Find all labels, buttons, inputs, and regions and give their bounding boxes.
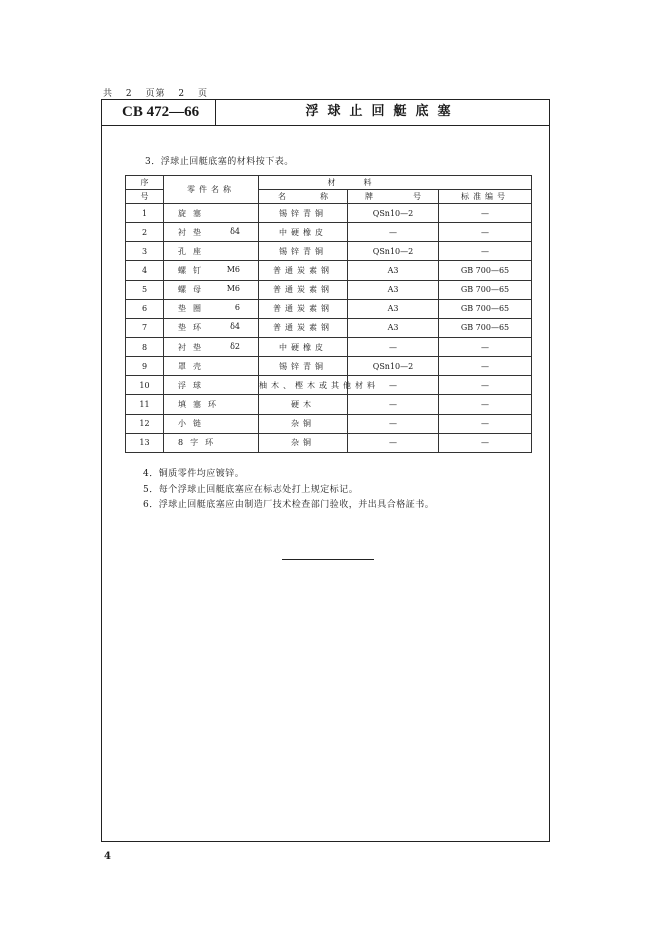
cell-part bbox=[164, 357, 259, 376]
cell-std bbox=[439, 204, 532, 223]
standard-number-value: — bbox=[481, 361, 489, 371]
cell-material-name bbox=[259, 395, 348, 414]
row-number: 2 bbox=[141, 227, 148, 237]
cell-no bbox=[126, 357, 164, 376]
cell-grade bbox=[348, 223, 439, 242]
standard-number-value: — bbox=[481, 227, 489, 237]
cell-material-name bbox=[259, 414, 348, 433]
material-name: 杂铜 bbox=[291, 438, 315, 448]
standard-number-value: GB 700—65 bbox=[460, 304, 510, 314]
note-6: 6．浮球止回艇底塞应由制造厂技术检查部门验收，并出具合格証书。 bbox=[143, 500, 435, 510]
part-name: 螺母 bbox=[178, 285, 208, 295]
table-row bbox=[126, 376, 532, 395]
part-spec: δ4 bbox=[230, 226, 240, 236]
part-name: 8字环 bbox=[178, 438, 221, 448]
standard-number-value: GB 700—65 bbox=[460, 323, 510, 333]
part-name: 衬垫 bbox=[178, 227, 208, 237]
cell-std bbox=[439, 376, 532, 395]
cell-std bbox=[439, 357, 532, 376]
header-name-left: 名 bbox=[278, 192, 286, 201]
end-rule bbox=[282, 559, 374, 560]
part-name: 浮球 bbox=[178, 380, 208, 390]
header-material-left: 材 bbox=[259, 176, 348, 190]
material-grade: — bbox=[389, 419, 397, 429]
part-name: 垫圈 bbox=[178, 304, 208, 314]
header-material-right: 料 bbox=[348, 176, 532, 190]
cell-material-name bbox=[259, 261, 348, 280]
standard-number-value: GB 700—65 bbox=[460, 285, 510, 295]
note-4: 4．铜质零件均应镀锌。 bbox=[143, 469, 245, 479]
standard-number-value: — bbox=[481, 399, 489, 409]
cell-no bbox=[126, 376, 164, 395]
table-row bbox=[126, 299, 532, 318]
material-name: 硬木 bbox=[291, 399, 315, 409]
material-name: 中硬橡皮 bbox=[279, 342, 327, 352]
part-name: 垫环 bbox=[178, 323, 208, 333]
cell-part bbox=[164, 376, 259, 395]
cell-no bbox=[126, 337, 164, 356]
page-label: 页第 bbox=[145, 89, 166, 99]
material-grade: — bbox=[389, 380, 397, 390]
cell-part bbox=[164, 395, 259, 414]
cell-std bbox=[439, 337, 532, 356]
page-info bbox=[103, 86, 217, 99]
material-grade: — bbox=[389, 227, 397, 237]
part-name: 孔座 bbox=[178, 246, 208, 256]
standard-number-value: GB 700—65 bbox=[460, 265, 510, 275]
cell-grade bbox=[348, 337, 439, 356]
cell-part bbox=[164, 204, 259, 223]
cell-material-name bbox=[259, 337, 348, 356]
page-suffix: 页 bbox=[198, 89, 209, 99]
part-name: 螺钉 bbox=[178, 265, 208, 275]
material-name: 普通炭素钢 bbox=[273, 304, 333, 314]
material-grade: QSn10—2 bbox=[372, 246, 414, 256]
cell-part bbox=[164, 242, 259, 261]
cell-part bbox=[164, 261, 259, 280]
cell-part bbox=[164, 414, 259, 433]
cell-grade bbox=[348, 318, 439, 337]
table-row bbox=[126, 414, 532, 433]
cell-grade bbox=[348, 299, 439, 318]
cell-grade bbox=[348, 204, 439, 223]
cell-part bbox=[164, 299, 259, 318]
row-number: 4 bbox=[141, 265, 148, 275]
cell-material-name bbox=[259, 204, 348, 223]
cell-no bbox=[126, 433, 164, 452]
table-row bbox=[126, 223, 532, 242]
cell-no bbox=[126, 242, 164, 261]
standard-title: 浮球止回艇底塞 bbox=[305, 104, 460, 119]
cell-std bbox=[439, 242, 532, 261]
cell-grade bbox=[348, 242, 439, 261]
row-number: 6 bbox=[141, 304, 148, 314]
material-name: 杂铜 bbox=[291, 419, 315, 429]
cell-std bbox=[439, 318, 532, 337]
table-row bbox=[126, 204, 532, 223]
material-grade: A3 bbox=[387, 265, 399, 275]
cell-grade bbox=[348, 261, 439, 280]
table-row bbox=[126, 433, 532, 452]
part-spec: 6 bbox=[234, 303, 240, 313]
header-grade-right: 号 bbox=[413, 192, 421, 201]
cell-no bbox=[126, 280, 164, 299]
cell-std bbox=[439, 414, 532, 433]
header-name-right: 称 bbox=[320, 192, 328, 201]
cell-grade bbox=[348, 395, 439, 414]
cell-std bbox=[439, 261, 532, 280]
row-number: 9 bbox=[141, 361, 148, 371]
cell-part bbox=[164, 433, 259, 452]
table-row bbox=[126, 357, 532, 376]
row-number: 7 bbox=[141, 323, 148, 333]
table-row bbox=[126, 337, 532, 356]
table-row bbox=[126, 261, 532, 280]
cell-grade bbox=[348, 357, 439, 376]
part-spec: δ2 bbox=[230, 341, 240, 351]
material-name: 柚木、樫木或其他材料 bbox=[259, 380, 379, 390]
table-row bbox=[126, 242, 532, 261]
cell-material-name bbox=[259, 376, 379, 395]
standard-number-value: — bbox=[481, 246, 489, 256]
cell-part bbox=[164, 337, 259, 356]
material-name: 锡锌青铜 bbox=[279, 361, 327, 371]
material-name: 普通炭素钢 bbox=[273, 285, 333, 295]
standard-number: CB 472—66 bbox=[102, 100, 216, 125]
cell-std bbox=[439, 299, 532, 318]
intro-text: 3．浮球止回艇底塞的材料按下表。 bbox=[145, 157, 294, 167]
part-name: 罩壳 bbox=[178, 361, 208, 371]
part-name: 旋塞 bbox=[178, 208, 208, 218]
header-grade bbox=[348, 190, 439, 204]
row-number: 8 bbox=[141, 342, 148, 352]
standard-number-value: — bbox=[481, 419, 489, 429]
row-number: 3 bbox=[141, 246, 148, 256]
material-name: 普通炭素钢 bbox=[273, 323, 333, 333]
material-name: 锡锌青铜 bbox=[279, 208, 327, 218]
material-grade: — bbox=[389, 438, 397, 448]
cell-no bbox=[126, 299, 164, 318]
cell-no bbox=[126, 414, 164, 433]
row-number: 10 bbox=[139, 380, 150, 390]
material-grade: — bbox=[389, 342, 397, 352]
row-number: 12 bbox=[139, 419, 150, 429]
row-number: 5 bbox=[141, 285, 148, 295]
total-pages: 2 bbox=[125, 89, 133, 99]
materials-table bbox=[125, 175, 532, 453]
row-number: 11 bbox=[139, 399, 150, 409]
cell-grade bbox=[348, 433, 439, 452]
table-row bbox=[126, 280, 532, 299]
cell-grade bbox=[348, 414, 439, 433]
header-part-name: 零件名称 bbox=[164, 176, 259, 204]
material-grade: A3 bbox=[387, 285, 399, 295]
cell-part bbox=[164, 318, 259, 337]
material-name: 普通炭素钢 bbox=[273, 265, 333, 275]
standard-number-value: — bbox=[481, 208, 489, 218]
header-seq-top: 序 bbox=[126, 176, 164, 190]
cell-material-name bbox=[259, 318, 348, 337]
material-grade: A3 bbox=[387, 323, 399, 333]
table-row bbox=[126, 395, 532, 414]
cell-material-name bbox=[259, 242, 348, 261]
cell-std bbox=[439, 223, 532, 242]
table-row bbox=[126, 318, 532, 337]
cell-part bbox=[164, 223, 259, 242]
cell-material-name bbox=[259, 280, 348, 299]
total-label: 共 bbox=[103, 89, 114, 99]
header-std-no: 标准编号 bbox=[439, 190, 532, 204]
note-5: 5．每个浮球止回艇底塞应在标志处打上规定标记。 bbox=[143, 485, 359, 495]
cell-material-name bbox=[259, 357, 348, 376]
cell-std bbox=[439, 433, 532, 452]
cell-no bbox=[126, 261, 164, 280]
cell-grade bbox=[348, 280, 439, 299]
page-number: 2 bbox=[178, 89, 186, 99]
cell-part bbox=[164, 280, 259, 299]
header bbox=[102, 100, 549, 126]
cell-material-name bbox=[259, 299, 348, 318]
part-name: 小链 bbox=[178, 419, 208, 429]
header-name bbox=[259, 190, 348, 204]
standard-number-value: — bbox=[481, 438, 489, 448]
material-name: 中硬橡皮 bbox=[279, 227, 327, 237]
header-grade-left: 牌 bbox=[365, 192, 373, 201]
material-grade: QSn10—2 bbox=[372, 208, 414, 218]
cell-material-name bbox=[259, 433, 348, 452]
material-grade: — bbox=[389, 399, 397, 409]
part-spec: M6 bbox=[226, 264, 240, 274]
cell-material-name bbox=[259, 223, 348, 242]
header-seq-bottom: 号 bbox=[126, 190, 164, 204]
standard-number-value: — bbox=[481, 380, 489, 390]
cell-no bbox=[126, 318, 164, 337]
standard-number-value: — bbox=[481, 342, 489, 352]
cell-std bbox=[439, 395, 532, 414]
cell-no bbox=[126, 204, 164, 223]
part-spec: δ4 bbox=[230, 322, 240, 332]
material-grade: A3 bbox=[387, 304, 399, 314]
cell-no bbox=[126, 395, 164, 414]
part-name: 衬垫 bbox=[178, 342, 208, 352]
cell-std bbox=[439, 280, 532, 299]
material-name: 锡锌青铜 bbox=[279, 246, 327, 256]
footer-page-number: 4 bbox=[104, 851, 111, 862]
part-spec: M6 bbox=[226, 284, 240, 294]
material-grade: QSn10—2 bbox=[372, 361, 414, 371]
part-name: 填塞环 bbox=[178, 399, 223, 409]
row-number: 1 bbox=[141, 208, 148, 218]
row-number: 13 bbox=[139, 438, 150, 448]
cell-no bbox=[126, 223, 164, 242]
